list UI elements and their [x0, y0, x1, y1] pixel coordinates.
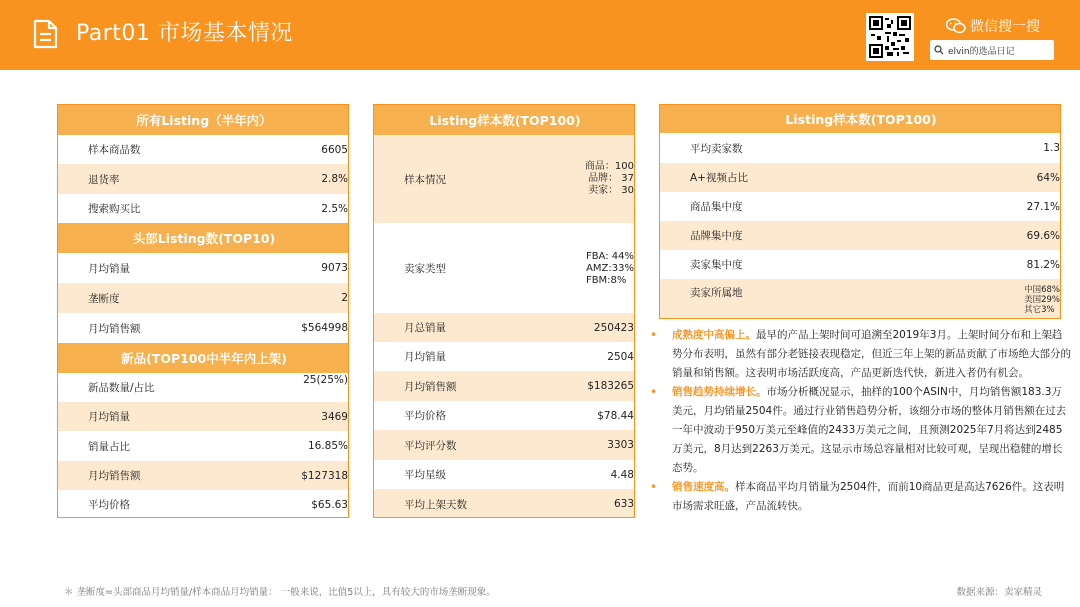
table-row: [660, 133, 1061, 163]
table-row: [58, 461, 349, 490]
footnote: ＊ 垄断度=头部商品月均销量/样本商品月均销量： 一般来说，比值5以上，具有较大的市场垄断现象。: [64, 587, 496, 598]
row-label: 平均价格: [88, 499, 130, 511]
origin-usa: 美国29%: [1024, 295, 1060, 305]
table-row: [374, 489, 635, 518]
row-value: 2: [341, 292, 348, 304]
origin-other: 其它3%: [1024, 305, 1055, 315]
row-label: 卖家类型: [404, 262, 446, 275]
row-label: 样本商品数: [88, 144, 141, 156]
section-header: [58, 343, 349, 373]
row-value: $564998: [301, 322, 348, 334]
table-row-origin: [660, 279, 1061, 319]
section-title: 新品(TOP100中半年内上架): [121, 351, 287, 366]
table-row: [58, 253, 349, 283]
row-label: 平均卖家数: [690, 142, 743, 155]
bullet-text: 样本商品平均月销量为2504件，而前10商品更是高达7626件。这表明市场需求旺盛，产品流转快。: [672, 481, 1065, 512]
table-row: [374, 401, 635, 430]
seller-amz: AMZ:33%: [586, 263, 634, 274]
row-value: 633: [613, 498, 634, 510]
bullet-item: [648, 326, 1072, 383]
row-label: 垄断度: [88, 292, 120, 305]
table-row-sample: [374, 135, 635, 223]
row-value-group: [586, 251, 634, 287]
row-value: 3303: [607, 439, 634, 451]
table-row: [58, 431, 349, 461]
row-value: 16.85%: [307, 440, 348, 452]
bullet-dot-icon: •: [650, 480, 658, 494]
seller-fba: FBA: 44%: [585, 251, 634, 262]
table-row: [660, 163, 1061, 192]
analysis-bullets: [648, 326, 1072, 516]
row-label: 平均价格: [404, 410, 446, 422]
sample-sellers: 卖家： 30: [588, 185, 634, 196]
sample-brands: 品牌： 37: [588, 173, 634, 184]
row-value: $78.44: [597, 409, 634, 422]
wechat-search-label: [946, 15, 1040, 37]
row-label: 搜索购买比: [88, 203, 141, 215]
row-value: 9073: [321, 262, 348, 274]
table-row: [58, 135, 349, 164]
row-value: 1.3: [1043, 142, 1060, 154]
section-title: 头部Listing数(TOP10): [132, 231, 276, 246]
row-value: 27.1%: [1026, 200, 1060, 213]
row-label: 卖家集中度: [690, 259, 743, 271]
row-label: 销量占比: [88, 440, 130, 453]
row-label: 商品集中度: [690, 201, 743, 213]
bullet-dot-icon: •: [650, 328, 658, 342]
row-value: 81.2%: [1026, 258, 1060, 271]
row-value: $127318: [301, 469, 348, 482]
row-label: 月总销量: [404, 322, 446, 334]
row-value: 2.5%: [321, 202, 348, 215]
page-title: Part01 市场基本情况: [76, 21, 293, 46]
table-row: [374, 430, 635, 460]
table-row: [58, 313, 349, 343]
bullet-item: [648, 478, 1072, 516]
row-value-group: [585, 161, 634, 197]
row-value: $183265: [587, 380, 634, 392]
bullet-dot-icon: •: [650, 385, 658, 399]
row-label: 月均销量: [88, 411, 130, 423]
table-title: Listing样本数(TOP100): [429, 113, 581, 128]
table-row: [58, 402, 349, 431]
wechat-search-text: 微信搜一搜: [970, 19, 1040, 35]
table-row: [374, 342, 635, 371]
bullet-highlight: 成熟度中高偏上。: [672, 329, 756, 341]
bullet-text: 市场分析概况显示，抽样的100个ASIN中，月均销售额183.3万美元，月均销量2504件。通过行业销售趋势分析，该细分市场的整体月销售额在过去一年中波动于950万美元至峰值的2433万美元之间，且预测2025年7月将达到2485万美元，8月达到2263万美元。这显示市场总容量相对比较可观，呈现出稳健的增长态势。: [672, 386, 1067, 474]
table-header: [660, 105, 1061, 133]
table-row: [660, 221, 1061, 250]
row-value: 250423: [593, 321, 634, 334]
search-icon: [934, 45, 944, 55]
table-header: [58, 105, 349, 135]
row-label: 样本情况: [404, 173, 446, 186]
all-listing-table: [57, 104, 349, 518]
search-box[interactable]: [930, 40, 1054, 60]
search-query: elvin的选品日记: [948, 46, 1015, 57]
listing-sample-table-2: [659, 104, 1061, 319]
row-value: 69.6%: [1026, 229, 1060, 242]
bullet-highlight: 销售趋势持续增长。: [672, 386, 767, 398]
table-row: [58, 373, 349, 402]
table-row: [374, 313, 635, 342]
table-row: [374, 460, 635, 489]
row-label: A+视频占比: [690, 172, 748, 184]
row-value-group: [1024, 285, 1060, 315]
table-title: 所有Listing（半年内）: [136, 113, 272, 128]
row-label: 平均评分数: [404, 439, 457, 452]
table-title: Listing样本数(TOP100): [785, 112, 937, 127]
row-label: 月均销售额: [88, 470, 141, 482]
row-label: 新品数量/占比: [88, 382, 155, 394]
table-row: [58, 164, 349, 194]
table-row: [374, 371, 635, 401]
seller-fbm: FBM:8%: [585, 275, 627, 286]
row-label: 月均销售额: [88, 322, 141, 335]
row-value: 25(25%): [303, 374, 348, 386]
row-label: 月均销量: [88, 262, 130, 275]
table-row-seller-type: [374, 223, 635, 313]
table-row: [58, 283, 349, 313]
row-value: 64%: [1036, 171, 1060, 184]
sample-products: 商品：100: [584, 161, 634, 172]
row-label: 平均上架天数: [404, 498, 467, 511]
row-value: 4.48: [610, 468, 634, 481]
table-row: [660, 250, 1061, 279]
row-value: 2504: [607, 350, 634, 363]
row-value: 2.8%: [321, 173, 348, 185]
row-label: 品牌集中度: [690, 230, 743, 242]
row-value: $65.63: [311, 498, 348, 511]
row-label: 卖家所属地: [690, 287, 743, 299]
qr-code-icon: [866, 13, 914, 61]
row-label: 月均销量: [404, 351, 446, 363]
bullet-text: 最早的产品上架时间可追溯至2019年3月。上架时间分布和上架趋势分布表明，虽然有部分老链接表现稳定，但近三年上架的新品贡献了市场绝大部分的销量和销售额。这表明市场活跃度高，产品更新迭代快，新进入者仍有机会。: [672, 329, 1071, 379]
listing-sample-table: [373, 104, 635, 518]
wechat-icon: [946, 18, 966, 34]
header-bar: [0, 0, 1080, 70]
table-row: [58, 490, 349, 518]
bullet-highlight: 销售速度高。: [672, 481, 735, 493]
row-label: 平均星级: [404, 469, 446, 481]
table-header: [374, 105, 635, 135]
row-label: 退货率: [88, 173, 120, 186]
row-value: 3469: [321, 410, 348, 423]
row-label: 月均销售额: [404, 380, 457, 393]
origin-china: 中国68%: [1024, 285, 1060, 295]
row-value: 6605: [321, 143, 348, 156]
data-source: 数据来源：卖家精灵: [956, 587, 1042, 598]
table-row: [660, 192, 1061, 221]
table-row: [58, 194, 349, 223]
section-header: [58, 223, 349, 253]
bullet-item: [648, 383, 1072, 478]
document-icon: [30, 19, 60, 49]
